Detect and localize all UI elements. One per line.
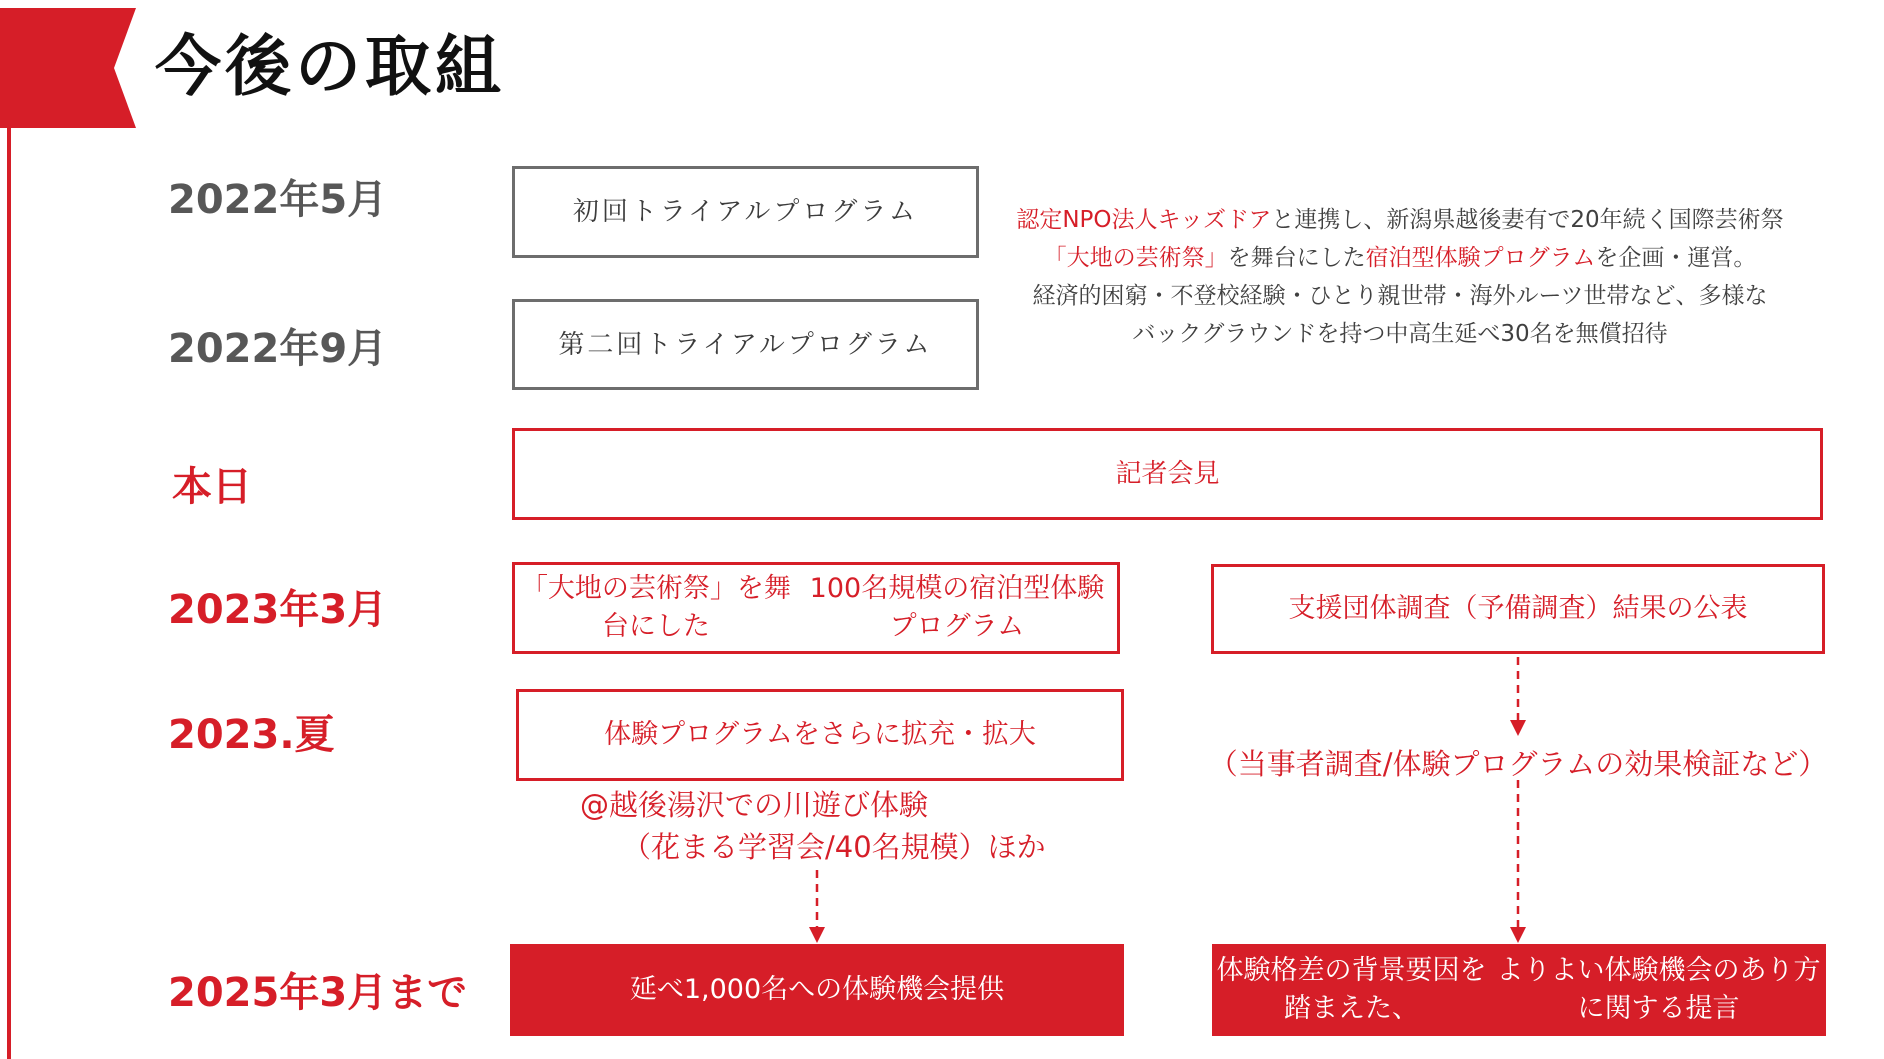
experience-provision-box: 延べ1,000名への体験機会提供 [510,944,1124,1036]
date-label-2023-mar: 2023年3月 [168,587,388,633]
arrow-note-to-proposal-head [1510,927,1526,943]
title-flag-shape [0,0,140,130]
description-line-4: バックグラウンドを持つ中高生延べ30名を無償招待 [1132,321,1668,347]
arrow-survey-to-note-head [1510,720,1526,736]
residential-program-line-1: 「大地の芸術祭」を舞台にした [520,573,791,642]
description-line-2-rest: を企画・運営。 [1595,245,1757,271]
date-label-today: 本日 [172,464,252,510]
summer-note-line-1: @越後湯沢での川遊び体験 [580,788,929,822]
policy-proposal-box [1212,944,1826,1036]
summer-note-line-2: （花まる学習会/40名規模）ほか [622,830,1046,864]
date-label-2022-may: 2022年5月 [168,177,388,223]
date-label-2025-mar: 2025年3月まで [168,970,468,1016]
press-conference-box: 記者会見 [512,428,1823,520]
description-line-1 [1000,201,1800,239]
trial-program-1-box: 初回トライアルプログラム [512,166,979,258]
description-line-2-mid: を舞台にした [1227,245,1366,271]
residential-program-2023-box [512,562,1120,654]
trial-program-2-box: 第二回トライアルプログラム [512,299,979,390]
date-label-2022-sep: 2022年9月 [168,326,388,372]
arrow-summer-to-provision-head [809,927,825,943]
description-line-2-highlight-1: 「大地の芸術祭」 [1043,245,1228,271]
trial-description [1000,201,1800,353]
date-label-2023-summer: 2023.夏 [168,712,335,758]
timeline-vertical-line [7,120,11,1059]
description-line-1-rest: と連携し、新潟県越後妻有で20年続く国際芸術祭 [1271,207,1784,233]
description-line-1-highlight: 認定NPO法人キッズドア [1016,207,1272,233]
expand-program-box: 体験プログラムをさらに拡充・拡大 [516,689,1124,781]
description-line-2-highlight-2: 宿泊型体験プログラム [1365,245,1596,271]
survey-publication-box: 支援団体調査（予備調査）結果の公表 [1211,564,1825,654]
summer-activity-note [580,784,1046,868]
description-line-3: 経済的困窮・不登校経験・ひとり親世帯・海外ルーツ世帯など、多様な [1032,283,1768,309]
description-line-2 [1000,239,1800,277]
survey-detail-note: （当事者調査/体験プログラムの効果検証など） [1208,747,1828,781]
policy-proposal-line-1: 体験格差の背景要因を踏まえた、 [1216,955,1487,1024]
page-title: 今後の取組 [155,28,505,105]
residential-program-line-2: 100名規模の宿泊型体験プログラム [809,573,1105,642]
policy-proposal-line-2: よりよい体験機会のあり方に関する提言 [1496,955,1821,1024]
